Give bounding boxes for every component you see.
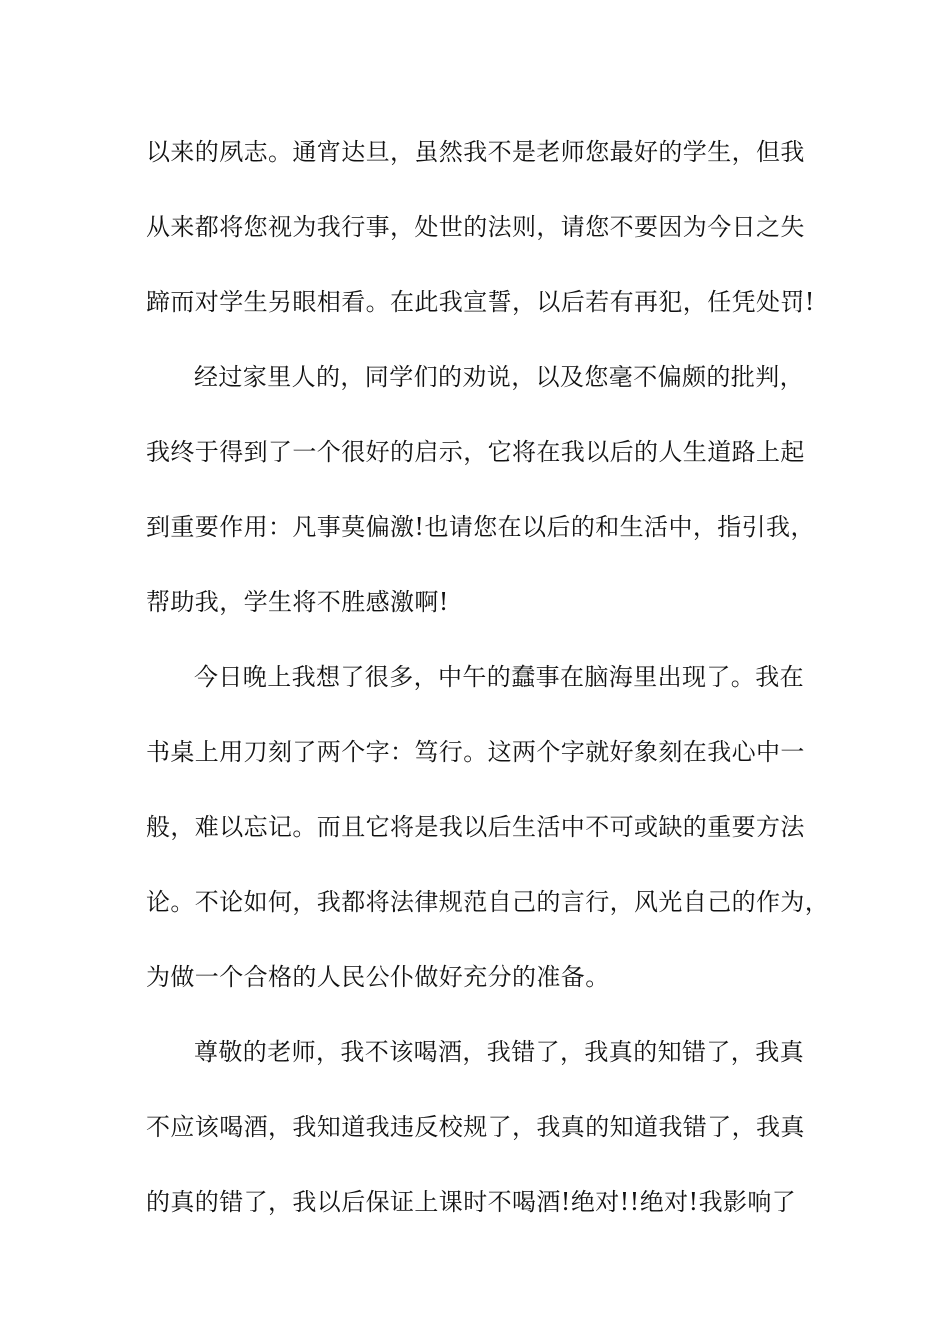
text-line: 书桌上用刀刻了两个字：笃行。这两个字就好象刻在我心中一	[146, 738, 805, 766]
text-line: 为做一个合格的人民公仆做好充分的准备。	[146, 963, 610, 991]
text-line: 以来的夙志。通宵达旦，虽然我不是老师您最好的学生，但我	[146, 138, 805, 166]
text-line: 蹄而对学生另眼相看。在此我宣誓，以后若有再犯，任凭处罚!	[146, 288, 815, 316]
text-line: 到重要作用：凡事莫偏激!也请您在以后的和生活中，指引我，	[146, 513, 815, 541]
text-line: 从来都将您视为我行事，处世的法则，请您不要因为今日之失	[146, 213, 805, 241]
paragraph-start-line: 今日晚上我想了很多，中午的蠢事在脑海里出现了。我在	[194, 663, 804, 691]
text-line: 论。不论如何，我都将法律规范自己的言行，风光自己的作为，	[146, 888, 830, 916]
text-line: 般，难以忘记。而且它将是我以后生活中不可或缺的重要方法	[146, 813, 805, 841]
paragraph-start-line: 经过家里人的，同学们的劝说，以及您毫不偏颇的批判，	[194, 363, 804, 391]
paragraph-start-line: 尊敬的老师，我不该喝酒，我错了，我真的知错了，我真	[194, 1038, 804, 1066]
text-line: 不应该喝酒，我知道我违反校规了，我真的知道我错了，我真	[146, 1113, 805, 1141]
text-line: 我终于得到了一个很好的启示，它将在我以后的人生道路上起	[146, 438, 805, 466]
text-line: 帮助我，学生将不胜感激啊!	[146, 588, 449, 616]
text-line: 的真的错了，我以后保证上课时不喝酒!绝对!!绝对!我影响了	[146, 1188, 797, 1216]
